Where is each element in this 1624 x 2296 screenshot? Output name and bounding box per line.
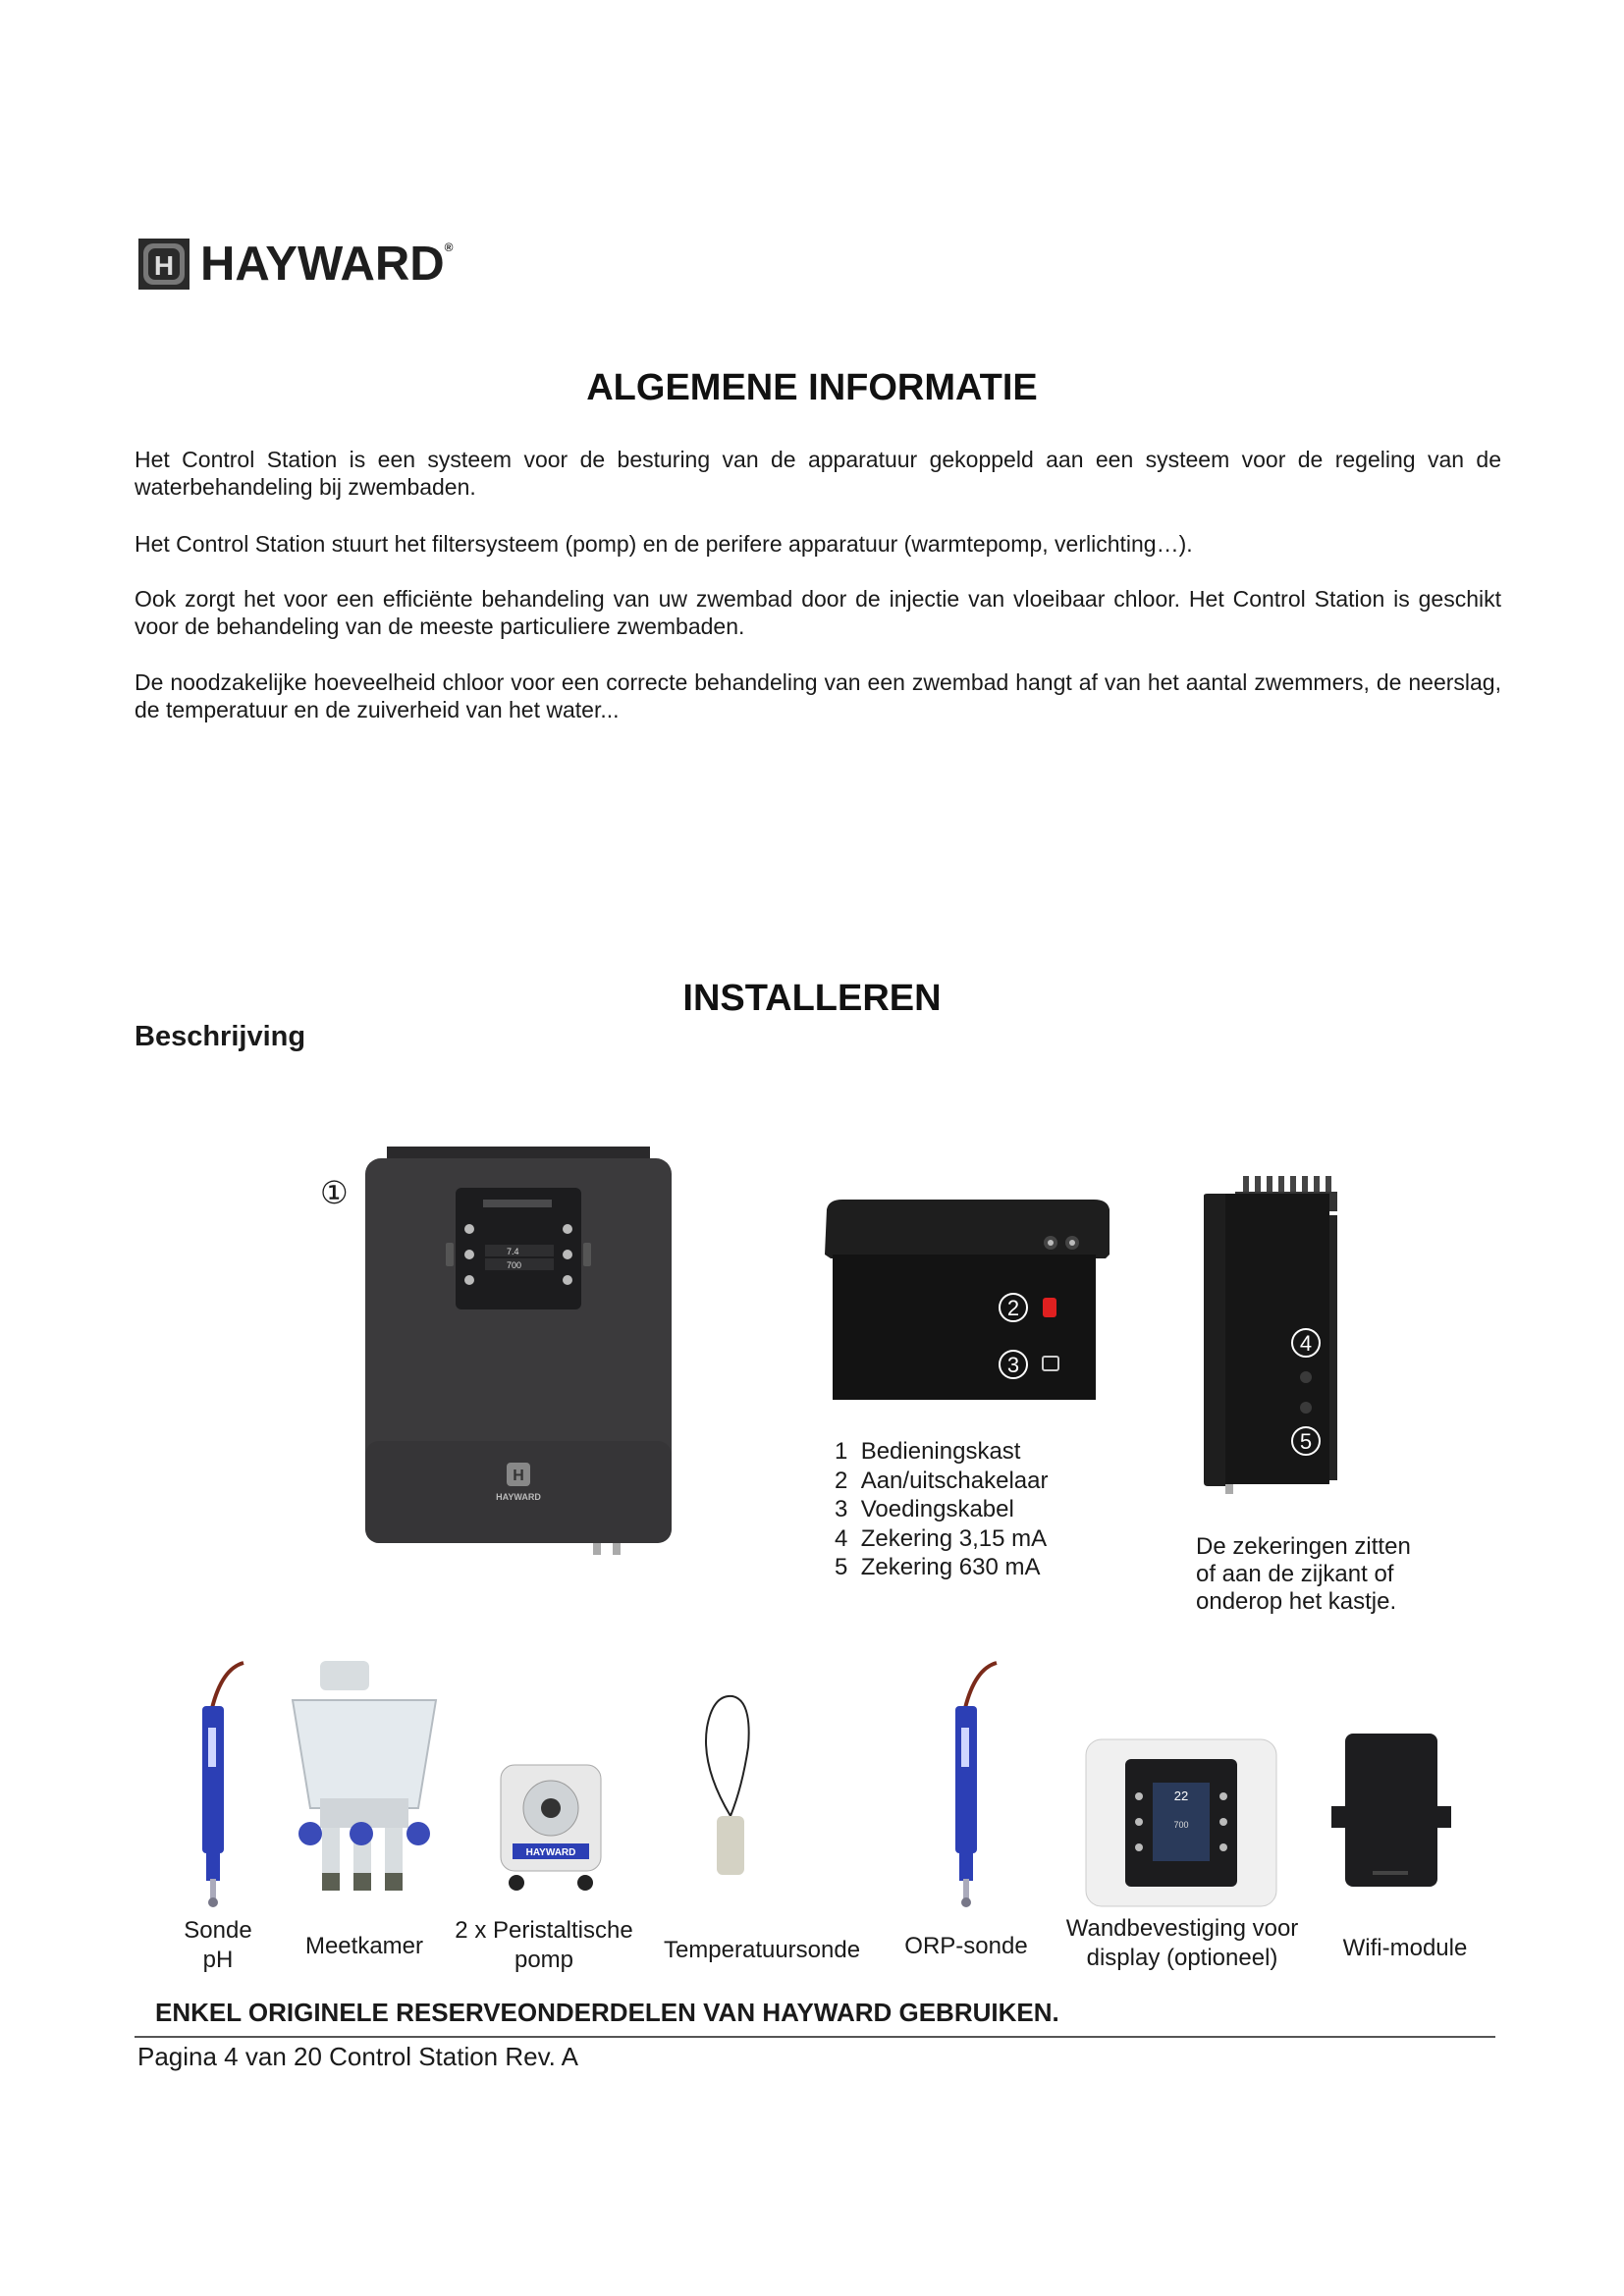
caption-wifi-module: Wifi-module [1342,1935,1468,1961]
hayward-logo-mark [137,238,190,291]
paragraph-1: Het Control Station is een systeem voor de besturing van de apparatuur gekoppeld aan een systeem voor de regeling van de waterbehandeling bij zwembaden. [135,447,1501,500]
svg-text:HAYWARD: HAYWARD [496,1492,541,1502]
svg-text:5: 5 [1299,1429,1313,1454]
svg-text:7.4: 7.4 [507,1247,519,1256]
logo-wordmark: HAYWARD® [200,238,454,291]
wifi-module-image [1327,1732,1455,1893]
svg-text:H: H [153,250,175,281]
component-legend [835,1437,1048,1582]
svg-text:2: 2 [1006,1296,1020,1320]
callout-1: ① [320,1174,349,1211]
legend-item: 1 Bedieningskast [835,1438,1021,1465]
spare-parts-warning: ENKEL ORIGINELE RESERVEONDERDELEN VAN HAYWARD GEBRUIKEN. [155,1998,1059,2027]
wall-mount-display-image [1084,1737,1278,1908]
svg-text:3: 3 [1006,1353,1020,1377]
legend-item: 5 Zekering 630 mA [835,1554,1041,1580]
svg-text:22: 22 [1173,1789,1189,1803]
svg-text:H: H [513,1468,524,1484]
power-switch-image [819,1200,1113,1400]
fuse-side-image [1200,1176,1357,1494]
caption-orp-probe: ORP-sonde [904,1933,1028,1959]
footer-divider [135,2036,1495,2038]
orp-probe-image [936,1659,1014,1914]
subheading-description: Beschrijving [135,1021,306,1052]
svg-text:700: 700 [1173,1820,1189,1830]
paragraph-4: De noodzakelijke hoeveelheid chloor voor een correcte behandeling van een zwembad hangt af van het aantal zwemmers, de neerslag, de temperatuur en de zuiverheid van het water... [135,669,1501,722]
ph-probe-image [183,1659,261,1914]
hayward-logo [137,236,471,293]
measuring-chamber-image [281,1661,448,1896]
caption-wall-mount: Wandbevestiging voor display (optioneel) [1065,1915,1299,1971]
legend-item: 3 Voedingskabel [835,1496,1014,1522]
paragraph-2: Het Control Station stuurt het filtersysteem (pomp) en de perifere apparatuur (warmtepomp, verlichting…). [135,531,1193,557]
svg-text:HAYWARD: HAYWARD [525,1847,576,1858]
caption-temperature-probe: Temperatuursonde [663,1937,861,1963]
legend-item: 2 Aan/uitschakelaar [835,1467,1049,1494]
caption-measuring-chamber: Meetkamer [304,1933,424,1959]
svg-text:4: 4 [1299,1331,1313,1356]
control-box-image [361,1147,676,1559]
fuse-note: De zekeringen zitten of aan de zijkant of onderop het kastje. [1196,1533,1411,1615]
svg-text:700: 700 [507,1260,522,1270]
peristaltic-pump-image [497,1761,605,1898]
temperature-probe-image [693,1688,762,1885]
caption-peristaltic-pump: 2 x Peristaltische pomp [455,1917,633,1973]
legend-item: 4 Zekering 3,15 mA [835,1524,1048,1552]
caption-ph-probe: Sonde pH [184,1917,252,1973]
paragraph-3: Ook zorgt het voor een efficiënte behandeling van uw zwembad door de injectie van vloeibaar chloor. Het Control Station is geschikt voor de behandeling van de meeste particuliere zwembaden. [135,586,1501,639]
section-title-install: INSTALLEREN [682,978,942,1019]
section-title-general-info: ALGEMENE INFORMATIE [586,367,1038,408]
page-footer: Pagina 4 van 20 Control Station Rev. A [137,2042,579,2071]
